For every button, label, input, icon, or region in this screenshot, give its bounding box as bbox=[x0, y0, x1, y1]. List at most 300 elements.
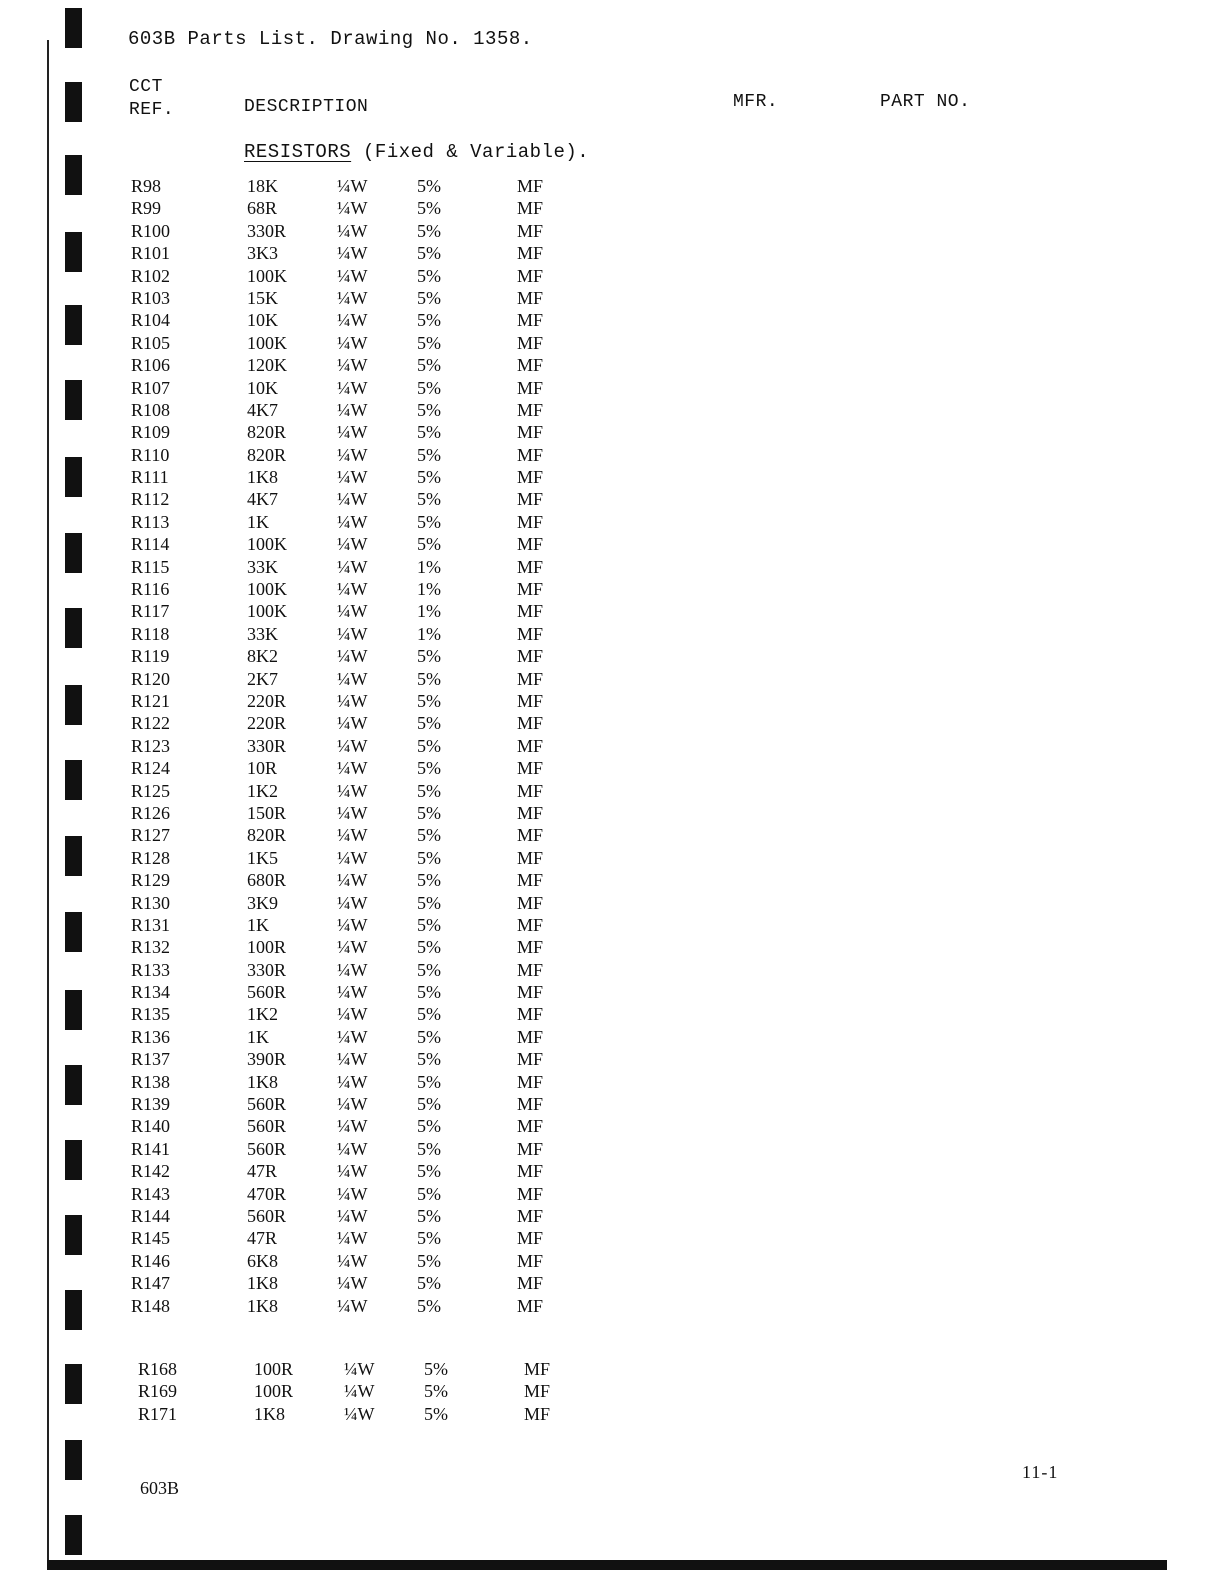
value-cell: 47R bbox=[247, 1161, 278, 1182]
value-cell: 330R bbox=[247, 735, 287, 756]
tolerance-cell: 5% bbox=[417, 377, 441, 398]
ref-cell: R134 bbox=[131, 982, 171, 1003]
value-cell: 220R bbox=[247, 690, 287, 711]
tolerance-cell: 5% bbox=[424, 1403, 448, 1424]
type-cell: MF bbox=[517, 556, 544, 577]
tolerance-cell: 5% bbox=[417, 265, 441, 286]
value-cell: 1K2 bbox=[247, 1004, 278, 1025]
tolerance-cell: 5% bbox=[417, 825, 441, 846]
type-cell: MF bbox=[517, 220, 544, 241]
wattage-cell: ¼W bbox=[337, 355, 368, 376]
value-cell: 560R bbox=[247, 1138, 287, 1159]
tolerance-cell: 5% bbox=[417, 198, 441, 219]
value-cell: 100R bbox=[254, 1381, 294, 1402]
wattage-cell: ¼W bbox=[337, 243, 368, 264]
value-cell: 10K bbox=[247, 377, 278, 398]
type-cell: MF bbox=[517, 1138, 544, 1159]
value-cell: 10K bbox=[247, 310, 278, 331]
wattage-cell: ¼W bbox=[337, 870, 368, 891]
scan-bottom-edge-bar bbox=[47, 1560, 1167, 1570]
ref-cell: R110 bbox=[131, 444, 170, 465]
value-cell: 820R bbox=[247, 422, 287, 443]
column-header-cct-ref bbox=[129, 76, 174, 122]
ref-cell: R169 bbox=[138, 1381, 178, 1402]
type-cell: MF bbox=[517, 780, 544, 801]
resistor-row bbox=[0, 398, 700, 420]
value-cell: 150R bbox=[247, 802, 287, 823]
type-cell: MF bbox=[517, 690, 544, 711]
tolerance-cell: 5% bbox=[417, 892, 441, 913]
wattage-cell: ¼W bbox=[344, 1381, 375, 1402]
type-cell: MF bbox=[517, 243, 544, 264]
type-cell: MF bbox=[517, 937, 544, 958]
value-cell: 680R bbox=[247, 870, 287, 891]
resistor-row bbox=[0, 1226, 700, 1248]
type-cell: MF bbox=[517, 1228, 544, 1249]
ref-cell: R109 bbox=[131, 422, 171, 443]
resistor-list-extra bbox=[7, 1357, 707, 1424]
type-cell: MF bbox=[524, 1381, 551, 1402]
type-cell: MF bbox=[517, 1049, 544, 1070]
ref-cell: R128 bbox=[131, 847, 171, 868]
resistor-row bbox=[0, 734, 700, 756]
ref-cell: R119 bbox=[131, 646, 170, 667]
type-cell: MF bbox=[517, 825, 544, 846]
tolerance-cell: 5% bbox=[417, 937, 441, 958]
tolerance-cell: 5% bbox=[417, 735, 441, 756]
resistor-row bbox=[0, 667, 700, 689]
resistor-row bbox=[0, 958, 700, 980]
resistor-row bbox=[0, 196, 700, 218]
type-cell: MF bbox=[517, 511, 544, 532]
value-cell: 10R bbox=[247, 758, 278, 779]
type-cell: MF bbox=[517, 467, 544, 488]
ref-cell: R127 bbox=[131, 825, 171, 846]
ref-cell: R132 bbox=[131, 937, 171, 958]
resistor-row bbox=[0, 1182, 700, 1204]
resistor-row bbox=[0, 1249, 700, 1271]
wattage-cell: ¼W bbox=[344, 1403, 375, 1424]
type-cell: MF bbox=[517, 489, 544, 510]
resistor-row bbox=[0, 1114, 700, 1136]
resistor-row bbox=[0, 1271, 700, 1293]
wattage-cell: ¼W bbox=[337, 601, 368, 622]
tolerance-cell: 5% bbox=[417, 422, 441, 443]
resistor-row bbox=[0, 599, 700, 621]
wattage-cell: ¼W bbox=[337, 825, 368, 846]
wattage-cell: ¼W bbox=[337, 690, 368, 711]
tolerance-cell: 5% bbox=[417, 1273, 441, 1294]
wattage-cell: ¼W bbox=[337, 646, 368, 667]
tolerance-cell: 5% bbox=[417, 1205, 441, 1226]
tolerance-cell: 5% bbox=[417, 243, 441, 264]
column-header-part-no: PART NO. bbox=[880, 92, 971, 112]
resistor-row bbox=[0, 1204, 700, 1226]
wattage-cell: ¼W bbox=[337, 377, 368, 398]
wattage-cell: ¼W bbox=[337, 310, 368, 331]
tolerance-cell: 5% bbox=[417, 287, 441, 308]
type-cell: MF bbox=[517, 377, 544, 398]
tolerance-cell: 5% bbox=[417, 646, 441, 667]
resistor-row bbox=[0, 891, 700, 913]
wattage-cell: ¼W bbox=[337, 1049, 368, 1070]
type-cell: MF bbox=[517, 870, 544, 891]
ref-cell: R126 bbox=[131, 802, 171, 823]
resistor-row bbox=[0, 980, 700, 1002]
wattage-cell: ¼W bbox=[337, 937, 368, 958]
resistor-row bbox=[0, 1002, 700, 1024]
value-cell: 1K8 bbox=[247, 1071, 278, 1092]
resistor-row bbox=[7, 1379, 707, 1401]
type-cell: MF bbox=[517, 1183, 544, 1204]
wattage-cell: ¼W bbox=[337, 444, 368, 465]
wattage-cell: ¼W bbox=[337, 1004, 368, 1025]
value-cell: 18K bbox=[247, 176, 278, 196]
type-cell: MF bbox=[517, 713, 544, 734]
ref-cell: R141 bbox=[131, 1138, 171, 1159]
value-cell: 1K bbox=[247, 914, 269, 935]
value-cell: 390R bbox=[247, 1049, 287, 1070]
value-cell: 100K bbox=[247, 579, 287, 600]
wattage-cell: ¼W bbox=[337, 265, 368, 286]
wattage-cell: ¼W bbox=[337, 579, 368, 600]
column-header-description: DESCRIPTION bbox=[244, 97, 369, 117]
ref-cell: R104 bbox=[131, 310, 171, 331]
resistor-row bbox=[0, 935, 700, 957]
value-cell: 68R bbox=[247, 198, 278, 219]
value-cell: 100R bbox=[254, 1359, 294, 1379]
wattage-cell: ¼W bbox=[337, 1116, 368, 1137]
tolerance-cell: 5% bbox=[417, 1094, 441, 1115]
tolerance-cell: 5% bbox=[417, 1183, 441, 1204]
section-heading bbox=[244, 141, 589, 163]
tolerance-cell: 5% bbox=[417, 1228, 441, 1249]
resistor-row bbox=[0, 443, 700, 465]
resistor-row bbox=[0, 622, 700, 644]
value-cell: 220R bbox=[247, 713, 287, 734]
resistor-row bbox=[0, 711, 700, 733]
tolerance-cell: 5% bbox=[417, 1250, 441, 1271]
tolerance-cell: 5% bbox=[417, 758, 441, 779]
tolerance-cell: 5% bbox=[417, 511, 441, 532]
ref-cell: R101 bbox=[131, 243, 171, 264]
wattage-cell: ¼W bbox=[337, 758, 368, 779]
type-cell: MF bbox=[517, 914, 544, 935]
wattage-cell: ¼W bbox=[337, 1273, 368, 1294]
wattage-cell: ¼W bbox=[337, 713, 368, 734]
resistor-row bbox=[0, 1137, 700, 1159]
wattage-cell: ¼W bbox=[337, 1250, 368, 1271]
resistor-row bbox=[0, 823, 700, 845]
type-cell: MF bbox=[517, 310, 544, 331]
ref-cell: R98 bbox=[131, 176, 162, 196]
tolerance-cell: 5% bbox=[424, 1359, 448, 1379]
ref-cell: R105 bbox=[131, 332, 171, 353]
type-cell: MF bbox=[517, 601, 544, 622]
resistor-row bbox=[0, 510, 700, 532]
type-cell: MF bbox=[517, 1273, 544, 1294]
value-cell: 820R bbox=[247, 825, 287, 846]
wattage-cell: ¼W bbox=[337, 467, 368, 488]
resistor-row bbox=[7, 1357, 707, 1379]
tolerance-cell: 5% bbox=[417, 982, 441, 1003]
resistor-row bbox=[0, 1070, 700, 1092]
resistor-row bbox=[0, 331, 700, 353]
type-cell: MF bbox=[517, 892, 544, 913]
tolerance-cell: 1% bbox=[417, 601, 441, 622]
ref-cell: R102 bbox=[131, 265, 171, 286]
type-cell: MF bbox=[517, 287, 544, 308]
tolerance-cell: 5% bbox=[417, 355, 441, 376]
tolerance-cell: 5% bbox=[417, 1295, 441, 1316]
wattage-cell: ¼W bbox=[337, 1071, 368, 1092]
value-cell: 1K2 bbox=[247, 780, 278, 801]
ref-cell: R130 bbox=[131, 892, 171, 913]
type-cell: MF bbox=[517, 1004, 544, 1025]
wattage-cell: ¼W bbox=[337, 556, 368, 577]
value-cell: 3K3 bbox=[247, 243, 278, 264]
value-cell: 4K7 bbox=[247, 489, 278, 510]
ref-cell: R121 bbox=[131, 690, 171, 711]
tolerance-cell: 5% bbox=[417, 467, 441, 488]
wattage-cell: ¼W bbox=[337, 511, 368, 532]
ref-cell: R137 bbox=[131, 1049, 171, 1070]
tolerance-cell: 5% bbox=[417, 1004, 441, 1025]
resistor-row bbox=[0, 1025, 700, 1047]
wattage-cell: ¼W bbox=[337, 1205, 368, 1226]
ref-cell: R112 bbox=[131, 489, 170, 510]
column-header-cct-line1: CCT bbox=[129, 77, 163, 97]
type-cell: MF bbox=[517, 802, 544, 823]
ref-cell: R136 bbox=[131, 1026, 171, 1047]
type-cell: MF bbox=[517, 534, 544, 555]
wattage-cell: ¼W bbox=[337, 959, 368, 980]
resistor-row bbox=[7, 1402, 707, 1424]
value-cell: 1K bbox=[247, 511, 269, 532]
wattage-cell: ¼W bbox=[337, 399, 368, 420]
tolerance-cell: 1% bbox=[417, 579, 441, 600]
tolerance-cell: 5% bbox=[417, 489, 441, 510]
resistor-row bbox=[0, 846, 700, 868]
ref-cell: R111 bbox=[131, 467, 169, 488]
resistor-row bbox=[0, 174, 700, 196]
resistor-row bbox=[0, 1092, 700, 1114]
value-cell: 1K5 bbox=[247, 847, 278, 868]
punch-mark bbox=[65, 1440, 82, 1480]
resistor-row bbox=[0, 555, 700, 577]
resistor-row bbox=[0, 868, 700, 890]
punch-mark bbox=[65, 1515, 82, 1555]
ref-cell: R106 bbox=[131, 355, 171, 376]
value-cell: 120K bbox=[247, 355, 287, 376]
tolerance-cell: 5% bbox=[417, 870, 441, 891]
resistor-row bbox=[0, 308, 700, 330]
resistor-row bbox=[0, 532, 700, 554]
tolerance-cell: 5% bbox=[417, 802, 441, 823]
value-cell: 2K7 bbox=[247, 668, 278, 689]
type-cell: MF bbox=[517, 444, 544, 465]
type-cell: MF bbox=[517, 579, 544, 600]
ref-cell: R122 bbox=[131, 713, 171, 734]
tolerance-cell: 5% bbox=[417, 713, 441, 734]
resistor-row bbox=[0, 1159, 700, 1181]
ref-cell: R148 bbox=[131, 1295, 171, 1316]
type-cell: MF bbox=[517, 176, 544, 196]
type-cell: MF bbox=[517, 959, 544, 980]
resistor-row bbox=[0, 779, 700, 801]
tolerance-cell: 1% bbox=[417, 623, 441, 644]
ref-cell: R139 bbox=[131, 1094, 171, 1115]
ref-cell: R124 bbox=[131, 758, 171, 779]
value-cell: 560R bbox=[247, 1116, 287, 1137]
tolerance-cell: 5% bbox=[417, 310, 441, 331]
tolerance-cell: 5% bbox=[417, 690, 441, 711]
type-cell: MF bbox=[517, 265, 544, 286]
value-cell: 100R bbox=[247, 937, 287, 958]
tolerance-cell: 5% bbox=[417, 1071, 441, 1092]
value-cell: 1K8 bbox=[247, 467, 278, 488]
value-cell: 1K8 bbox=[247, 1295, 278, 1316]
ref-cell: R100 bbox=[131, 220, 171, 241]
value-cell: 330R bbox=[247, 959, 287, 980]
tolerance-cell: 5% bbox=[417, 959, 441, 980]
type-cell: MF bbox=[524, 1403, 551, 1424]
wattage-cell: ¼W bbox=[337, 735, 368, 756]
type-cell: MF bbox=[517, 847, 544, 868]
value-cell: 8K2 bbox=[247, 646, 278, 667]
punch-mark bbox=[65, 8, 82, 48]
wattage-cell: ¼W bbox=[337, 1183, 368, 1204]
ref-cell: R146 bbox=[131, 1250, 171, 1271]
type-cell: MF bbox=[517, 623, 544, 644]
ref-cell: R116 bbox=[131, 579, 170, 600]
tolerance-cell: 5% bbox=[417, 332, 441, 353]
tolerance-cell: 5% bbox=[417, 1026, 441, 1047]
resistor-row bbox=[0, 219, 700, 241]
tolerance-cell: 5% bbox=[424, 1381, 448, 1402]
type-cell: MF bbox=[517, 1205, 544, 1226]
section-heading-label: RESISTORS bbox=[244, 141, 352, 163]
value-cell: 560R bbox=[247, 982, 287, 1003]
resistor-row bbox=[0, 801, 700, 823]
wattage-cell: ¼W bbox=[337, 287, 368, 308]
wattage-cell: ¼W bbox=[337, 914, 368, 935]
wattage-cell: ¼W bbox=[337, 1026, 368, 1047]
ref-cell: R133 bbox=[131, 959, 171, 980]
value-cell: 1K8 bbox=[254, 1403, 285, 1424]
type-cell: MF bbox=[517, 1295, 544, 1316]
type-cell: MF bbox=[517, 198, 544, 219]
wattage-cell: ¼W bbox=[337, 623, 368, 644]
ref-cell: R145 bbox=[131, 1228, 171, 1249]
resistor-row bbox=[0, 264, 700, 286]
resistor-row bbox=[0, 465, 700, 487]
value-cell: 560R bbox=[247, 1094, 287, 1115]
footer-page-number: 11-1 bbox=[1022, 1462, 1059, 1482]
type-cell: MF bbox=[524, 1359, 551, 1379]
value-cell: 33K bbox=[247, 556, 278, 577]
tolerance-cell: 5% bbox=[417, 399, 441, 420]
wattage-cell: ¼W bbox=[337, 489, 368, 510]
resistor-row bbox=[0, 420, 700, 442]
type-cell: MF bbox=[517, 1250, 544, 1271]
wattage-cell: ¼W bbox=[344, 1359, 375, 1379]
wattage-cell: ¼W bbox=[337, 220, 368, 241]
resistor-row bbox=[0, 1294, 700, 1316]
tolerance-cell: 5% bbox=[417, 1161, 441, 1182]
tolerance-cell: 5% bbox=[417, 1049, 441, 1070]
section-heading-suffix: (Fixed & Variable). bbox=[351, 141, 590, 163]
ref-cell: R144 bbox=[131, 1205, 171, 1226]
ref-cell: R168 bbox=[138, 1359, 178, 1379]
value-cell: 100K bbox=[247, 534, 287, 555]
type-cell: MF bbox=[517, 646, 544, 667]
type-cell: MF bbox=[517, 1116, 544, 1137]
type-cell: MF bbox=[517, 1094, 544, 1115]
value-cell: 820R bbox=[247, 444, 287, 465]
type-cell: MF bbox=[517, 668, 544, 689]
value-cell: 47R bbox=[247, 1228, 278, 1249]
value-cell: 100K bbox=[247, 265, 287, 286]
type-cell: MF bbox=[517, 1161, 544, 1182]
ref-cell: R117 bbox=[131, 601, 170, 622]
tolerance-cell: 5% bbox=[417, 1138, 441, 1159]
tolerance-cell: 5% bbox=[417, 668, 441, 689]
type-cell: MF bbox=[517, 355, 544, 376]
tolerance-cell: 5% bbox=[417, 914, 441, 935]
wattage-cell: ¼W bbox=[337, 1295, 368, 1316]
ref-cell: R129 bbox=[131, 870, 171, 891]
ref-cell: R138 bbox=[131, 1071, 171, 1092]
ref-cell: R103 bbox=[131, 287, 171, 308]
resistor-row bbox=[0, 644, 700, 666]
tolerance-cell: 5% bbox=[417, 1116, 441, 1137]
type-cell: MF bbox=[517, 982, 544, 1003]
wattage-cell: ¼W bbox=[337, 1094, 368, 1115]
ref-cell: R108 bbox=[131, 399, 171, 420]
ref-cell: R143 bbox=[131, 1183, 171, 1204]
tolerance-cell: 5% bbox=[417, 534, 441, 555]
wattage-cell: ¼W bbox=[337, 1138, 368, 1159]
ref-cell: R118 bbox=[131, 623, 170, 644]
value-cell: 3K9 bbox=[247, 892, 278, 913]
ref-cell: R125 bbox=[131, 780, 171, 801]
wattage-cell: ¼W bbox=[337, 332, 368, 353]
punch-mark bbox=[65, 82, 82, 122]
ref-cell: R171 bbox=[138, 1403, 178, 1424]
ref-cell: R147 bbox=[131, 1273, 171, 1294]
value-cell: 100K bbox=[247, 332, 287, 353]
value-cell: 15K bbox=[247, 287, 278, 308]
type-cell: MF bbox=[517, 735, 544, 756]
type-cell: MF bbox=[517, 1026, 544, 1047]
wattage-cell: ¼W bbox=[337, 176, 368, 196]
value-cell: 33K bbox=[247, 623, 278, 644]
value-cell: 4K7 bbox=[247, 399, 278, 420]
wattage-cell: ¼W bbox=[337, 780, 368, 801]
ref-cell: R115 bbox=[131, 556, 170, 577]
tolerance-cell: 5% bbox=[417, 780, 441, 801]
ref-cell: R135 bbox=[131, 1004, 171, 1025]
ref-cell: R140 bbox=[131, 1116, 171, 1137]
column-header-mfr: MFR. bbox=[733, 92, 779, 112]
resistor-row bbox=[0, 376, 700, 398]
ref-cell: R120 bbox=[131, 668, 171, 689]
resistor-row bbox=[0, 353, 700, 375]
tolerance-cell: 5% bbox=[417, 847, 441, 868]
type-cell: MF bbox=[517, 422, 544, 443]
tolerance-cell: 5% bbox=[417, 176, 441, 196]
